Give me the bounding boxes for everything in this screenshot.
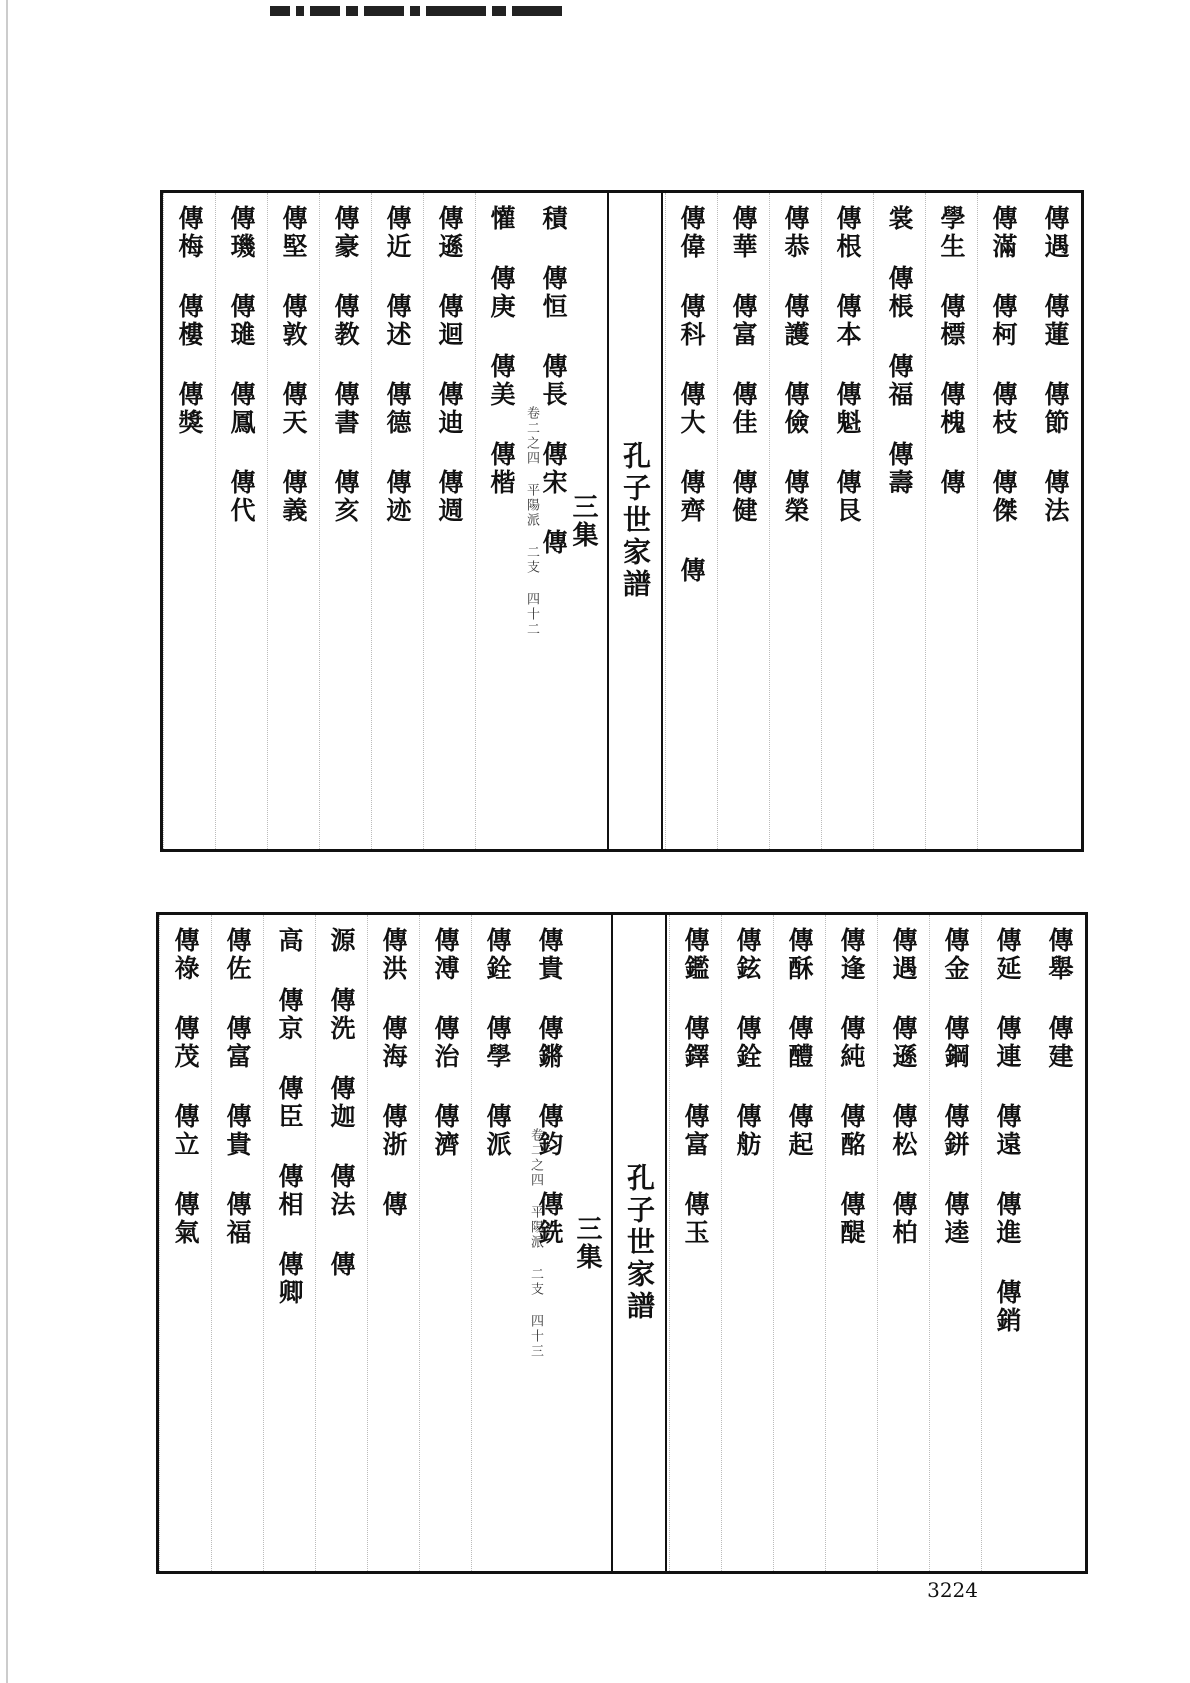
right-half-columns bbox=[665, 193, 1081, 849]
text-column: 傳金 傳鋼 傳鉼 傳逵 bbox=[929, 915, 981, 1571]
text-column: 學生 傳標 傳槐 傳 bbox=[925, 193, 977, 849]
text-column: 傳祿 傳茂 傳立 傳氣 bbox=[159, 915, 211, 1571]
genealogy-page-upper bbox=[160, 190, 1084, 852]
book-title: 孔子世家譜 bbox=[623, 1163, 656, 1323]
text-column: 傳近 傳述 傳德 傳迹 bbox=[371, 193, 423, 849]
section-label: 三集 bbox=[568, 493, 598, 549]
text-column: 傳酥 傳醴 傳起 bbox=[773, 915, 825, 1571]
text-column: 傳舉 傳建 bbox=[1045, 927, 1074, 1071]
left-edge-rule bbox=[6, 0, 8, 1683]
text-column: 懽 傳庚 傳美 傳楷 bbox=[475, 193, 527, 849]
text-column: 傳梅 傳樓 傳獎 bbox=[163, 193, 215, 849]
text-column: 傳鑑 傳鐸 傳富 傳玉 bbox=[669, 915, 721, 1571]
text-column: 傳華 傳富 傳佳 傳健 bbox=[717, 193, 769, 849]
section-label: 三集 bbox=[572, 1215, 602, 1271]
volume-label: 卷二之四 平陽派 二支 四十三 bbox=[528, 1127, 543, 1359]
text-column: 裳 傳棖 傳福 傳壽 bbox=[873, 193, 925, 849]
text-column: 傳恭 傳護 傳儉 傳榮 bbox=[769, 193, 821, 849]
text-column: 傳堅 傳敦 傳天 傳義 bbox=[267, 193, 319, 849]
volume-label: 卷二之四 平陽派 二支 四十二 bbox=[524, 405, 539, 637]
text-column: 傳偉 傳科 傳大 傳齊 傳 bbox=[665, 193, 717, 849]
text-column: 傳豪 傳教 傳書 傳亥 bbox=[319, 193, 371, 849]
right-half-columns bbox=[669, 915, 1085, 1571]
text-column: 傳滿 傳柯 傳枝 傳傑 bbox=[977, 193, 1029, 849]
text-column: 傳貴 傳鏘 傳鈞 傳銑 bbox=[535, 927, 564, 1247]
left-half-columns bbox=[163, 193, 579, 849]
book-title: 孔子世家譜 bbox=[619, 441, 652, 601]
genealogy-page-lower bbox=[156, 912, 1088, 1574]
text-column: 傳佐 傳富 傳貴 傳福 bbox=[211, 915, 263, 1571]
text-column: 傳根 傳本 傳魁 傳艮 bbox=[821, 193, 873, 849]
text-column: 傳洪 傳海 傳浙 傳 bbox=[367, 915, 419, 1571]
text-column: 高 傳京 傳臣 傳相 傳卿 bbox=[263, 915, 315, 1571]
text-column: 傳遇 傳遜 傳松 傳柏 bbox=[877, 915, 929, 1571]
text-column: 傳銓 傳學 傳派 bbox=[471, 915, 523, 1571]
text-column: 傳溥 傳治 傳濟 bbox=[419, 915, 471, 1571]
text-column: 傳遜 傳迴 傳迪 傳週 bbox=[423, 193, 475, 849]
left-half-columns bbox=[159, 915, 575, 1571]
text-column: 傳璣 傳璡 傳鳳 傳代 bbox=[215, 193, 267, 849]
text-column: 積 傳恒 傳長 傳宋 傳 bbox=[539, 205, 568, 557]
text-column: 源 傳洗 傳迦 傳法 傳 bbox=[315, 915, 367, 1571]
page-number: 3224 bbox=[927, 1578, 978, 1602]
text-column: 傳延 傳連 傳遠 傳進 傳銷 bbox=[981, 915, 1033, 1571]
text-column: 傳鉉 傳銓 傳舫 bbox=[721, 915, 773, 1571]
top-scan-mark bbox=[270, 4, 950, 18]
text-column: 傳遇 傳蓮 傳節 傳法 bbox=[1041, 205, 1070, 525]
text-column: 傳逢 傳純 傳酩 傳醍 bbox=[825, 915, 877, 1571]
